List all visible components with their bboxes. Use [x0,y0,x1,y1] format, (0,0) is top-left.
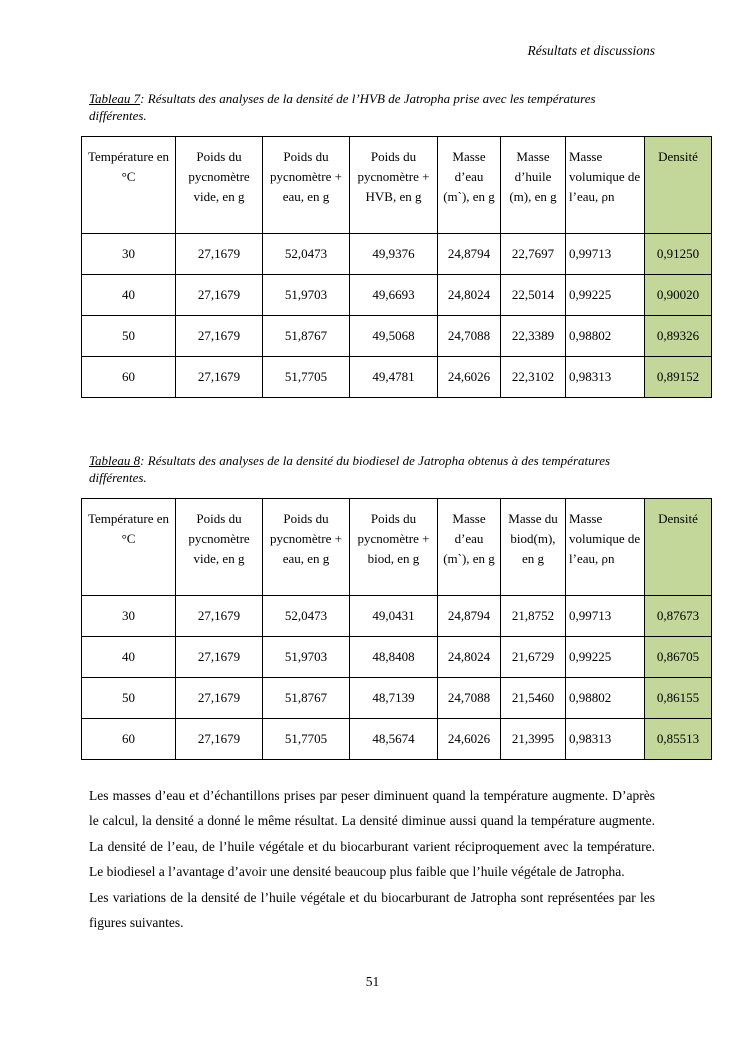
table-cell: 0,98802 [566,678,645,719]
table-cell: 30 [82,596,176,637]
table-cell: 24,7088 [438,316,501,357]
table-cell: 21,5460 [501,678,566,719]
table-cell: 27,1679 [176,316,263,357]
col-temperature-header: Température en °C [82,499,176,596]
table-cell: 51,8767 [263,678,350,719]
table-cell: 27,1679 [176,357,263,398]
table-cell: 21,3995 [501,719,566,760]
table-cell: 51,7705 [263,719,350,760]
col-pycnometer-sample-header: Poids du pycnomètre + HVB, en g [350,137,438,234]
table7 [81,136,712,398]
table-cell: 48,8408 [350,637,438,678]
table-cell: 0,98313 [566,357,645,398]
table-cell: 51,7705 [263,357,350,398]
table-cell: 24,8024 [438,637,501,678]
col-pycnometer-water-header: Poids du pycnomètre + eau, en g [263,137,350,234]
table-cell: 0,86705 [645,637,712,678]
table-cell: 0,91250 [645,234,712,275]
table7-caption-text: : Résultats des analyses de la densité de l’HVB de Jatropha prise avec les températures différentes. [89,91,596,123]
col-empty-pycnometer-header: Poids du pycnomètre vide, en g [176,499,263,596]
table-cell: 50 [82,316,176,357]
paragraph-1: Les masses d’eau et d’échantillons prises par peser diminuent quand la température augmente. D’après le calcul, la densité a donné le même résultat. La densité diminue aussi quand la température augmente. La densité de l’eau, de l’huile végétale et du biocarburant varient réciproquement avec la température. Le biodiesel a l’avantage d’avoir une densité beaucoup plus faible que l’huile végétale de Jatropha. [89,788,655,880]
table-cell: 50 [82,678,176,719]
table8 [81,498,712,760]
table-cell: 22,3102 [501,357,566,398]
table-cell: 51,8767 [263,316,350,357]
running-head: Résultats et discussions [527,43,655,58]
col-water-mass-header: Masse d’eau (m`), en g [438,499,501,596]
table-cell: 27,1679 [176,234,263,275]
page-number: 51 [365,974,380,989]
table8-caption-text: : Résultats des analyses de la densité du biodiesel de Jatropha obtenus à des températures différentes. [89,453,611,485]
table-cell: 22,3389 [501,316,566,357]
table7-caption [89,90,649,124]
table-cell: 0,99225 [566,637,645,678]
col-pycnometer-sample-header: Poids du pycnomètre + biod, en g [350,499,438,596]
table-cell: 27,1679 [176,719,263,760]
table-cell: 0,98802 [566,316,645,357]
table-cell: 51,9703 [263,275,350,316]
table-cell: 49,6693 [350,275,438,316]
table-cell: 24,8794 [438,234,501,275]
col-water-density-header: Masse volumique de l’eau, ρn [566,137,645,234]
table-cell: 0,89326 [645,316,712,357]
table-row [82,678,712,719]
table-cell: 48,5674 [350,719,438,760]
table-cell: 40 [82,275,176,316]
table-cell: 0,99713 [566,234,645,275]
table-cell: 27,1679 [176,637,263,678]
table-cell: 24,6026 [438,357,501,398]
table-cell: 24,7088 [438,678,501,719]
table-cell: 40 [82,637,176,678]
table-cell: 0,87673 [645,596,712,637]
table-cell: 21,6729 [501,637,566,678]
table-cell: 49,0431 [350,596,438,637]
col-temperature-header: Température en °C [82,137,176,234]
col-water-density-header: Masse volumique de l’eau, ρn [566,499,645,596]
table8-caption-label: Tableau 8 [89,453,141,468]
table-cell: 51,9703 [263,637,350,678]
table-cell: 22,7697 [501,234,566,275]
table-row [82,316,712,357]
table-cell: 21,8752 [501,596,566,637]
table-cell: 60 [82,719,176,760]
table-cell: 49,5068 [350,316,438,357]
table-cell: 52,0473 [263,596,350,637]
table-row [82,275,712,316]
table-cell: 0,90020 [645,275,712,316]
table-cell: 22,5014 [501,275,566,316]
table-cell: 30 [82,234,176,275]
col-pycnometer-water-header: Poids du pycnomètre + eau, en g [263,499,350,596]
col-density-header: Densité [645,499,712,596]
table-cell: 0,99713 [566,596,645,637]
table-cell: 27,1679 [176,596,263,637]
table-cell: 52,0473 [263,234,350,275]
table-cell: 0,89152 [645,357,712,398]
table-row [82,637,712,678]
table-cell: 24,6026 [438,719,501,760]
table7-caption-label: Tableau 7 [89,91,141,106]
table-cell: 48,7139 [350,678,438,719]
table-cell: 24,8794 [438,596,501,637]
table7-header-row [82,137,712,234]
table-row [82,719,712,760]
table-cell: 0,86155 [645,678,712,719]
paragraph-2: Les variations de la densité de l’huile végétale et du biocarburant de Jatropha sont représentées par les figures suivantes. [89,889,655,931]
table-cell: 0,99225 [566,275,645,316]
table-cell: 24,8024 [438,275,501,316]
table-cell: 0,85513 [645,719,712,760]
table8-caption [89,452,649,486]
col-density-header: Densité [645,137,712,234]
table-cell: 49,9376 [350,234,438,275]
table-row [82,357,712,398]
table-cell: 49,4781 [350,357,438,398]
table8-header-row [82,499,712,596]
col-sample-mass-header: Masse d’huile (m), en g [501,137,566,234]
col-sample-mass-header: Masse du biod(m), en g [501,499,566,596]
col-empty-pycnometer-header: Poids du pycnomètre vide, en g [176,137,263,234]
table-row [82,234,712,275]
table-cell: 60 [82,357,176,398]
table-cell: 27,1679 [176,275,263,316]
table-cell: 0,98313 [566,719,645,760]
table-cell: 27,1679 [176,678,263,719]
table-row [82,596,712,637]
body-text [89,783,655,935]
col-water-mass-header: Masse d’eau (m`), en g [438,137,501,234]
